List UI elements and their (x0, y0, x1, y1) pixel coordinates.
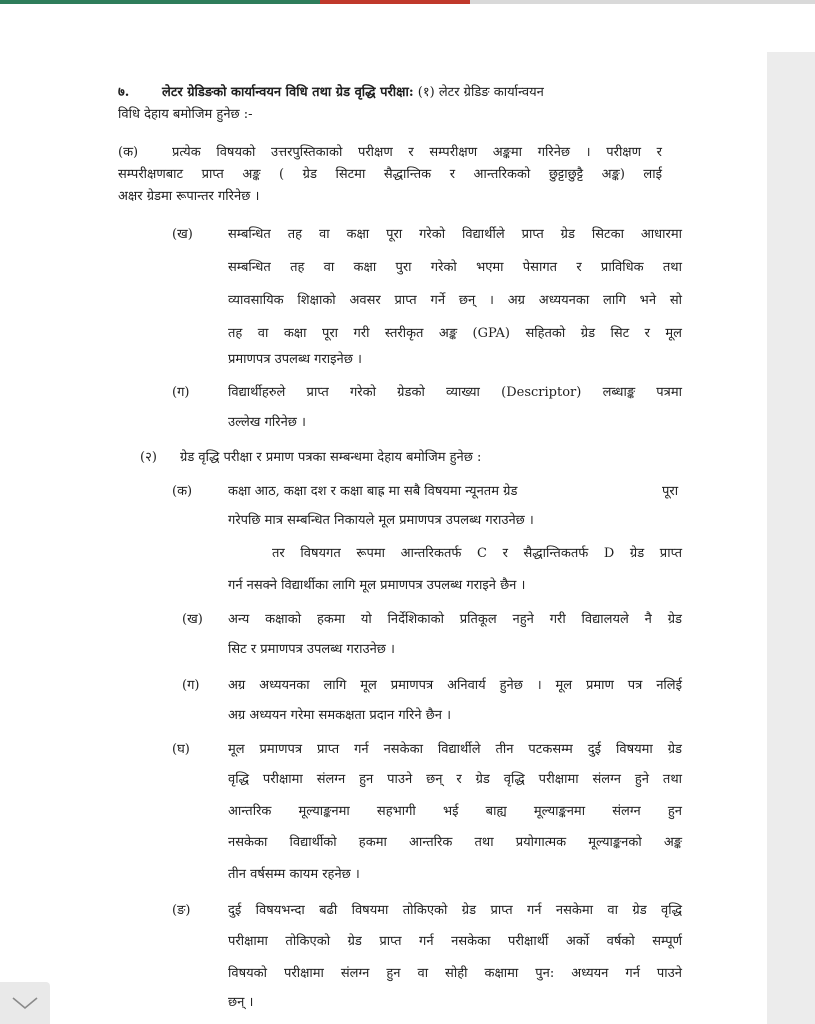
paragraph-line: दुई विषयभन्दा बढी विषयमा तोकिएको ग्रेड प्राप्त गर्न नसकेमा वा ग्रेड वृद्धि (228, 903, 682, 918)
paragraph-line: अग्र अध्ययन गरेमा समकक्षता प्रदान गरिने छैन । (228, 708, 452, 723)
chevron-down-icon (10, 995, 40, 1011)
paragraph-line: प्रत्येक विषयको उत्तरपुस्तिकाको परीक्षण र सम्परीक्षण अङ्कमा गरिनेछ । परीक्षण र (172, 145, 662, 160)
section-heading: लेटर ग्रेडिङको कार्यान्वयन विधि तथा ग्रेड वृद्धि परीक्षा: (162, 85, 414, 100)
section-number: ७. (118, 85, 130, 100)
item-marker: (ख) (182, 612, 203, 627)
paragraph-line: तह वा कक्षा पूरा गरी स्तरीकृत अङ्क (GPA) सहितको ग्रेड सिट र मूल (228, 326, 682, 341)
section-intro: (१) लेटर ग्रेडिङ कार्यान्वयन (417, 85, 544, 100)
paragraph-line: सम्बन्धित तह वा कक्षा पूरा गरेको विद्यार्थीले प्राप्त ग्रेड सिटका आधारमा (228, 227, 682, 242)
subsection-marker: (२) (140, 450, 157, 465)
paragraph-line: सम्बन्धित तह वा कक्षा पुरा गरेको भएमा पेसागत र प्राविधिक तथा (228, 260, 682, 275)
paragraph-line: अक्षर ग्रेडमा रूपान्तर गरिनेछ । (118, 189, 260, 204)
scrollbar-track[interactable] (767, 52, 815, 1024)
paragraph-line: प्रमाणपत्र उपलब्ध गराइनेछ । (228, 352, 362, 367)
paragraph-line: तर विषयगत रूपमा आन्तरिकतर्फ C र सैद्धान्तिकतर्फ D ग्रेड प्राप्त (272, 546, 682, 561)
paragraph-line: सम्परीक्षणबाट प्राप्त अङ्क ( ग्रेड सिटमा सैद्धान्तिक र आन्तरिकको छुट्टाछुट्टै अङ्क) लाई (118, 167, 662, 182)
paragraph-line: गर्न नसक्ने विद्यार्थीका लागि मूल प्रमाणपत्र उपलब्ध गराइने छैन । (228, 578, 526, 593)
item-marker: (ग) (172, 385, 190, 400)
paragraph-line: विषयको परीक्षामा संलग्न हुन वा सोही कक्षामा पुन: अध्ययन गर्न पाउने (228, 966, 683, 981)
paragraph-line: अग्र अध्ययनका लागि मूल प्रमाणपत्र अनिवार्य हुनेछ । मूल प्रमाण पत्र नलिई (228, 678, 682, 693)
paragraph-line: सिट र प्रमाणपत्र उपलब्ध गराउनेछ । (228, 642, 395, 657)
paragraph-line: छन् । (228, 995, 254, 1010)
paragraph-line: विद्यार्थीहरुले प्राप्त गरेको ग्रेडको व्याख्या (Descriptor) लब्धाङ्क पत्रमा (228, 385, 682, 400)
item-marker: (क) (172, 484, 193, 499)
item-marker: (ङ) (172, 903, 191, 918)
item-marker: (क) (118, 145, 139, 160)
paragraph-line: उल्लेख गरिनेछ । (228, 415, 306, 430)
paragraph-line: वृद्धि परीक्षामा संलग्न हुन पाउने छन् र ग्रेड वृद्धि परीक्षामा संलग्न हुने तथा (228, 772, 682, 787)
item-marker: (ग) (182, 678, 200, 693)
paragraph-line: तीन वर्षसम्म कायम रहनेछ । (228, 867, 360, 882)
paragraph-line: आन्तरिक मूल्याङ्कनमा सहभागी भई बाह्य मूल्याङ्कनमा संलग्न हुन (228, 804, 682, 819)
section-heading-line (162, 84, 544, 102)
section-intro-line2: विधि देहाय बमोजिम हुनेछ :- (118, 107, 253, 122)
paragraph-line: अन्य कक्षाको हकमा यो निर्देशिकाको प्रतिकूल नहुने गरी विद्यालयले नै ग्रेड (228, 612, 682, 627)
item-marker: (ख) (172, 227, 193, 242)
paragraph-line: नसकेका विद्यार्थीको हकमा आन्तरिक तथा प्रयोगात्मक मूल्याङ्कनको अङ्क (228, 835, 682, 850)
subsection-text: ग्रेड वृद्धि परीक्षा र प्रमाण पत्रका सम्बन्धमा देहाय बमोजिम हुनेछ : (180, 450, 482, 465)
paragraph-line-end: पूरा (662, 484, 679, 499)
collapse-button[interactable] (0, 982, 50, 1024)
paragraph-line: व्यावसायिक शिक्षाको अवसर प्राप्त गर्ने छन् । अग्र अध्ययनका लागि भने सो (228, 293, 682, 308)
paragraph-line: गरेपछि मात्र सम्बन्धित निकायले मूल प्रमाणपत्र उपलब्ध गराउनेछ । (228, 513, 534, 528)
paragraph-line: कक्षा आठ, कक्षा दश र कक्षा बाह्र मा सबै विषयमा न्यूनतम ग्रेड (228, 484, 518, 499)
paragraph-line: मूल प्रमाणपत्र प्राप्त गर्न नसकेका विद्यार्थीले तीन पटकसम्म दुई विषयमा ग्रेड (228, 742, 682, 757)
paragraph-line: परीक्षामा तोकिएको ग्रेड प्राप्त गर्न नसकेका परीक्षार्थी अर्को वर्षको सम्पूर्ण (228, 934, 682, 949)
item-marker: (घ) (172, 742, 190, 757)
